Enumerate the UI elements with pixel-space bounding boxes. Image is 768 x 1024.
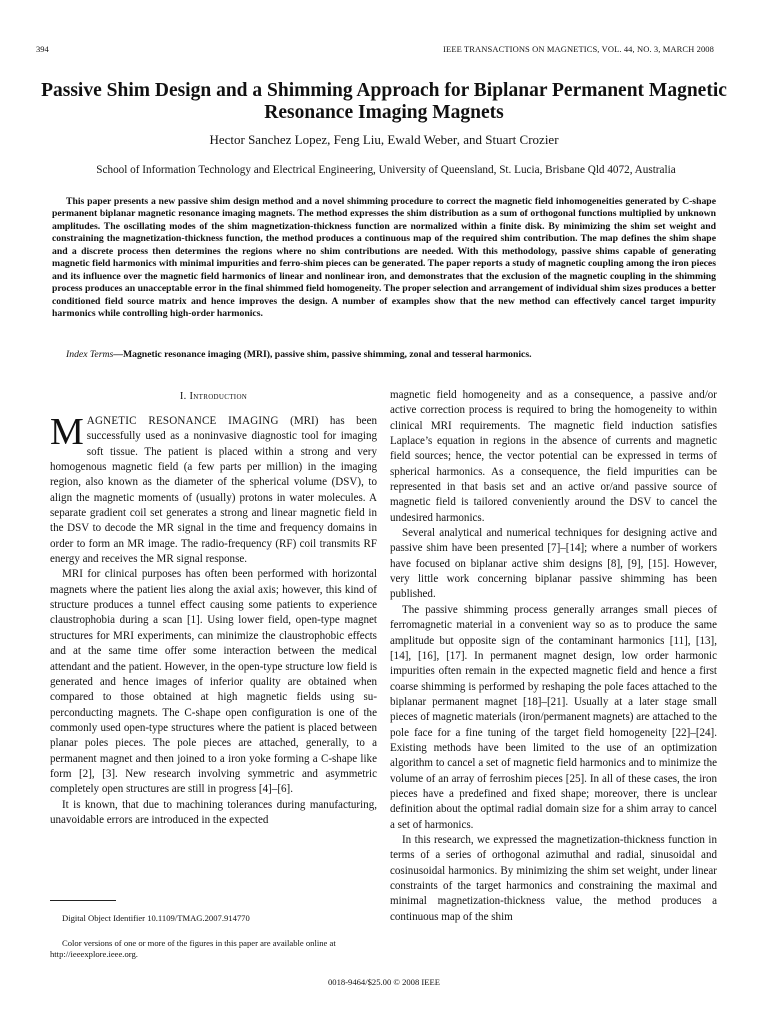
author-list: Hector Sanchez Lopez, Feng Liu, Ewald Weber, and Stuart Crozier xyxy=(209,132,559,147)
intro-paragraph-1 xyxy=(50,411,377,567)
copyright-footer: 0018-9464/$25.00 © 2008 IEEE xyxy=(327,977,441,987)
page-number: 394 xyxy=(36,44,49,54)
paper-title: Passive Shim Design and a Shimming Approach for Biplanar Permanent Magnetic Resonance Imaging Magnets xyxy=(41,80,727,123)
index-terms xyxy=(52,349,716,360)
intro-paragraph-6: The passive shimming process generally arranges small pieces of ferromagnetic material in a convenient way so as to produce the same amplitude but opposite sign of the contaminant harmonics [11], [13], [14], [16], [17]. In permanent magnet design, low order harmonic impurities often remain in the expected magnetic field and hence a first coarse shimming is performed by reshaping the pole faces attached to the biplanar permanent magnet [18]–[21]. Usually at a later stage small pieces of magnetic materials (iron/permanent magnets) are attached to the pole face for a fine tuning of the target field homogeneity [22]–[24]. Existing methods have been limited to the use of an optimization algorithm to cancel a set of magnetic field harmonics and to minimize the volume of an array of ferroshim pieces [25]. In all of these cases, the iron pieces have a predefined and fixed shape; moreover, there is unclear definition about the optimal radial domain size for a shim array to cancel a set of harmonics. xyxy=(390,603,717,831)
intro-paragraph-5: Several analytical and numerical techniques for designing active and passive shim have been presented [7]–[14]; where a number of workers have focused on biplanar active shim designs [8], [9], [15]. However, very little work concerning biplanar passive shimming has been published. xyxy=(390,527,717,601)
paragraph-text: (MRI) has been successfully used as a noninvasive diagnostic tool for imaging soft tissue. The patient is placed within a strong and very homogenous magnetic field (a few parts per million) in the imaging region, also known as the diameter of the spherical volume (DSV), to align the magnetic moments of (usually) protons in water molecules. A separate gradient coil set generates a strong and linear magnetic field in the DSV to decode the MR signal in the time and frequency domains in order to form an MR image. The radio-frequency (RF) coil transmits RF energy and receives the MR signal response. xyxy=(50,415,377,566)
journal-header: IEEE TRANSACTIONS ON MAGNETICS, VOL. 44, NO. 3, MARCH 2008 xyxy=(443,44,714,54)
intro-paragraph-3: It is known, that due to machining tolerances during manufacturing, unavoidable errors are introduced in the expected xyxy=(50,798,377,826)
section-heading xyxy=(50,391,377,402)
footnote-rule xyxy=(50,900,116,901)
intro-paragraph-7: In this research, we expressed the magnetization-thickness function in terms of a series of orthogonal azimuthal and radial, sinusoidal and cosinusoidal harmonics. By minimizing the shim set weight, under linear constraints of the target harmonics and constraining the maximal and minimal magnetization-thickness value, the method produces a continuous map of the shim xyxy=(390,833,717,923)
abstract: This paper presents a new passive shim design method and a novel shimming procedure to correct the magnetic field inhomogeneities generated by C-shape permanent biplanar magnetic resonance imaging magnets. The method expresses the shim distribution as a sum of orthogonal functions multiplied by unknown amplitudes. The oscillating modes of the shim magnetization-thickness function are normalized within a finite disk. By minimizing the shim set weight and constraining the magnetization-thickness function, the method produces a continuous map of the required shim contribution. The map defines the shim shape and a discrete process then determines the regions where no shim contributions are needed. With this methodology, passive shims capable of generating magnetic field harmonics with minimal impurities and ferro-shim pieces can be generated. The paper reports a study of magnetic coupling among the iron pieces and its influence over the magnetic field harmonics of linear and nonlinear iron, and demonstrates that the exclusion of the magnetic coupling in the shimming process produces an unacceptable error in the final shimmed field homogeneity. The proper selection and arrangement of individual shim sizes produces a better conditioned field source matrix and hence improves the design. A number of examples show that the new method can effectively cancel target impurity harmonics while controlling high-order harmonics. xyxy=(52,196,716,320)
section-number: I. xyxy=(179,391,187,402)
index-terms-label: Index Terms xyxy=(66,349,114,360)
index-terms-text: —Magnetic resonance imaging (MRI), passive shim, passive shimming, zonal and tesseral harmonics. xyxy=(113,349,532,360)
right-column xyxy=(390,388,717,925)
doi-footnote: Digital Object Identifier 10.1109/TMAG.2007.914770 xyxy=(62,913,250,923)
affiliation: School of Information Technology and Electrical Engineering, University of Queensland, St. Lucia, Brisbane Qld 4072, Australia xyxy=(96,164,676,176)
intro-paragraph-2: MRI for clinical purposes has often been performed with horizontal magnets where the patient lies along the axial axis; however, this kind of structure produces a tunnel effect causing some patients to experience claustrophobia during a scan [1]. Using lower field, open-type magnet structures for MRI experiments, can minimize the claustrophobic effects and at the same time offer some interaction between the medical attendant and the patient. However, in the open-type structure low field is generated and hence images of inferior quality are obtained when compared to those obtained at high magnetic fields using superconducting magnets. The C-shape open configuration is one of the commonly used open-type structures where the patient is placed between planar poles pieces. The pole pieces are attached, generally, to a permanent magnet and then joined to a iron yoke forming a C-shape like form [2], [3]. New research involving symmetric and asymmetric completely open structures are still in progress [4]–[6]. xyxy=(50,568,377,796)
color-footnote: Color versions of one or more of the figures in this paper are available online at http://ieeexplore.ieee.org. xyxy=(50,938,336,960)
drop-cap: M xyxy=(50,411,84,453)
intro-paragraph-4: magnetic field homogeneity and as a consequence, a passive and/or active correction process is required to bring the homogeneity to within clinical MRI requirements. The magnetic field induction satisfies Laplace’s equation in regions in the absence of currents and magnetic field sources; hence, the vector potential can be expressed in terms of spherical harmonics. As a consequence, the field impurities can be represented in that basis set and an active or/and passive source of magnetic field is tailored conveniently around the DSV to cancel the undesired harmonics. xyxy=(390,389,717,524)
section-title: Introduction xyxy=(189,391,248,402)
left-column xyxy=(50,411,377,828)
lead-words: AGNETIC RESONANCE IMAGING xyxy=(86,415,279,427)
